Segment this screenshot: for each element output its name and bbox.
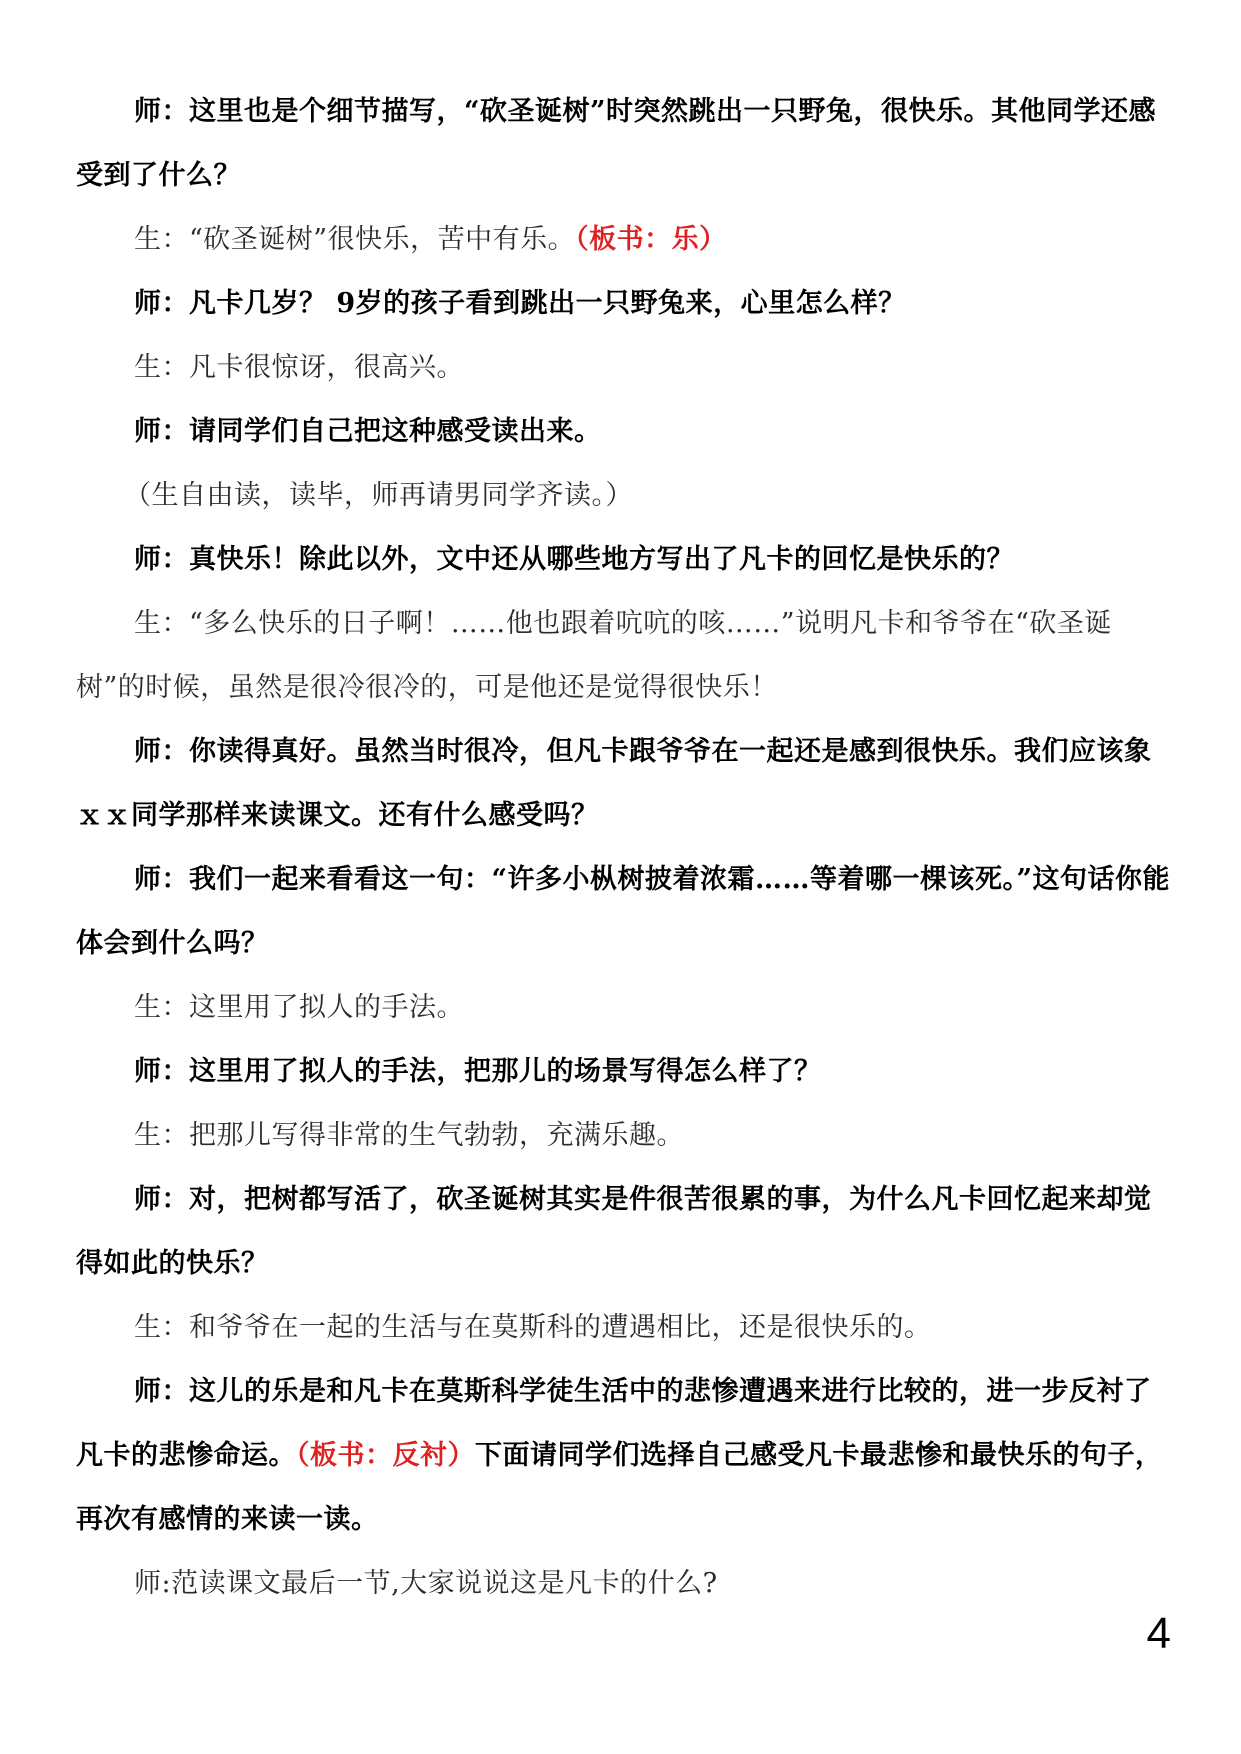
teacher-line xyxy=(76,400,1174,464)
line-text-continued: 下面请同学们选择自己感受凡卡最悲惨和最快乐的句子，再次有感情的来读一读。 xyxy=(76,1440,1163,1535)
line-text: 生：凡卡很惊讶，很高兴。 xyxy=(134,352,464,383)
stage-direction xyxy=(76,464,1174,528)
line-text: 生：和爷爷在一起的生活与在莫斯科的遭遇相比，还是很快乐的。 xyxy=(134,1312,932,1343)
teacher-line xyxy=(76,80,1174,208)
line-text: 生：“砍圣诞树”很快乐，苦中有乐。 xyxy=(134,224,576,255)
line-text: 师：我们一起来看看这一句：“许多小枞树披着浓霜……等着哪一棵该死。”这句话你能体会到什么吗？ xyxy=(76,864,1171,959)
line-text: 生：“多么快乐的日子啊！……他也跟着吭吭的咳……”说明凡卡和爷爷在“砍圣诞树”的时候，虽然是很冷很冷的，可是他还是觉得很快乐！ xyxy=(76,608,1112,703)
student-line xyxy=(76,976,1174,1040)
line-text: 生：这里用了拟人的手法。 xyxy=(134,992,464,1023)
line-text: 师：这儿的乐是和凡卡在莫斯科学徒生活中的悲惨遭遇来进行比较的，进一步反衬了凡卡的悲惨命运。 xyxy=(76,1376,1152,1471)
page-number: 4 xyxy=(1146,1609,1171,1658)
teacher-line xyxy=(76,720,1174,848)
line-text: （生自由读，读毕，师再请男同学齐读。） xyxy=(124,480,633,511)
student-line xyxy=(76,336,1174,400)
teacher-reading-line xyxy=(76,1552,1174,1616)
line-text: 师：凡卡几岁？ 9岁的孩子看到跳出一只野兔来，心里怎么样？ xyxy=(134,288,906,319)
line-text: 师:范读课文最后一节,大家说说这是凡卡的什么? xyxy=(134,1568,718,1599)
line-text: 师：对，把树都写活了，砍圣诞树其实是件很苦很累的事，为什么凡卡回忆起来却觉得如此的快乐？ xyxy=(76,1184,1152,1279)
teacher-line xyxy=(76,848,1174,976)
student-line xyxy=(76,1296,1174,1360)
blackboard-note: （板书：反衬） xyxy=(296,1440,475,1471)
teacher-line xyxy=(76,272,1174,336)
blackboard-note: （板书：乐） xyxy=(575,224,727,255)
line-text: 师：你读得真好。虽然当时很冷，但凡卡跟爷爷在一起还是感到很快乐。我们应该象ｘｘ同学那样来读课文。还有什么感受吗？ xyxy=(76,736,1152,831)
document-body xyxy=(76,80,1174,1616)
line-text: 生：把那儿写得非常的生气勃勃，充满乐趣。 xyxy=(134,1120,684,1151)
teacher-line xyxy=(76,1168,1174,1296)
student-line xyxy=(76,208,1174,272)
student-line xyxy=(76,592,1174,720)
line-text: 师：真快乐！除此以外，文中还从哪些地方写出了凡卡的回忆是快乐的？ xyxy=(134,544,1014,575)
teacher-line xyxy=(76,1360,1174,1552)
teacher-line xyxy=(76,1040,1174,1104)
student-line xyxy=(76,1104,1174,1168)
teacher-line xyxy=(76,528,1174,592)
line-text: 师：请同学们自己把这种感受读出来。 xyxy=(134,416,602,447)
line-text: 师：这里用了拟人的手法，把那儿的场景写得怎么样了？ xyxy=(134,1056,822,1087)
line-text: 师：这里也是个细节描写，“砍圣诞树”时突然跳出一只野兔，很快乐。其他同学还感受到了什么？ xyxy=(76,96,1157,191)
